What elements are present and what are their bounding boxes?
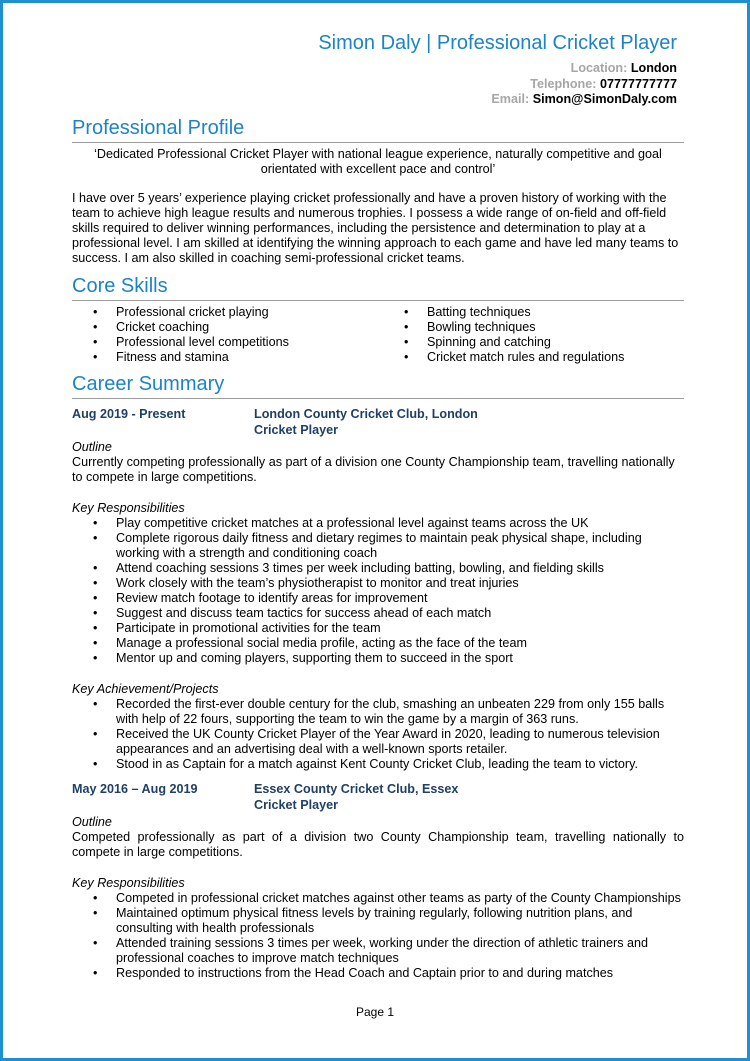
email-label: Email: (491, 92, 530, 106)
achievements-list (72, 697, 684, 772)
telephone-label: Telephone: (530, 76, 597, 91)
skills-column-right (383, 305, 624, 365)
skills-column-left (72, 305, 383, 365)
job-dates: Aug 2019 - Present (72, 407, 186, 421)
responsibilities-label: Key Responsibilities (72, 876, 185, 890)
telephone-line (318, 77, 677, 93)
responsibility-item: • Responded to instructions from the Head Coach and Captain prior to and during matches (93, 966, 684, 981)
profile-paragraph: I have over 5 years’ experience playing cricket professionally and have a proven history of working with the team to achieve high league results and numerous trophies. I possess a wide range of on-field and off-field skills required to deliver winning performances, including the persistence and determination to play at a professional level. I am skilled at identifying the winning approach to each game and have led many teams to success. I am also skilled in coaching semi-professional cricket teams. (72, 191, 679, 265)
responsibilities-label: Key Responsibilities (72, 501, 185, 515)
responsibility-item: • Review match footage to identify areas for improvement (93, 591, 684, 606)
responsibility-item: • Play competitive cricket matches at a professional level against teams across the UK (93, 516, 684, 531)
job-employer-role (254, 782, 458, 813)
outline-label: Outline (72, 440, 112, 454)
cv-header (318, 30, 677, 108)
job-employer-role (254, 407, 478, 438)
skill-item: • Professional cricket playing (93, 305, 383, 320)
skill-item: • Cricket match rules and regulations (404, 350, 624, 365)
candidate-name-title: Simon Daly | Professional Cricket Player (318, 32, 677, 54)
profile-quote: ‘Dedicated Professional Cricket Player with national league experience, naturally competitive and goal orientated with excellent pace and control’ (94, 147, 662, 176)
responsibility-item: • Manage a professional social media profile, acting as the face of the team (93, 636, 684, 651)
responsibility-item: • Mentor up and coming players, supporting them to succeed in the sport (93, 651, 684, 666)
skill-item: • Bowling techniques (404, 320, 624, 335)
page-number: Page 1 (355, 1005, 395, 1019)
responsibility-item: • Participate in promotional activities for the team (93, 621, 684, 636)
job-outline: Competed professionally as part of a division two County Championship team, travelling nationally to compete in large competitions. (72, 830, 684, 859)
job-role: Cricket Player (254, 422, 339, 437)
location-value: London (630, 61, 677, 75)
responsibility-item: • Attend coaching sessions 3 times per week including batting, bowling, and fielding skills (93, 561, 684, 576)
skill-item: • Professional level competitions (93, 335, 383, 350)
responsibility-item: • Maintained optimum physical fitness levels by training regularly, following nutrition plans, and consulting with health professionals (93, 906, 684, 936)
skills-heading: Core Skills (72, 273, 684, 301)
responsibility-item: • Attended training sessions 3 times per week, working under the direction of athletic trainers and professional coaches to improve match techniques (93, 936, 684, 966)
outline-label: Outline (72, 815, 112, 829)
telephone-value: 07777777777 (599, 76, 677, 91)
responsibilities-list (72, 516, 684, 666)
cv-body (72, 115, 684, 981)
job-header (72, 407, 684, 438)
job-role: Cricket Player (254, 797, 339, 812)
profile-heading: Professional Profile (72, 115, 684, 143)
job-dates: May 2016 – Aug 2019 (72, 782, 198, 796)
responsibility-item: • Work closely with the team’s physiotherapist to monitor and treat injuries (93, 576, 684, 591)
skill-item: • Cricket coaching (93, 320, 383, 335)
skills-list (72, 305, 684, 365)
achievement-item: • Stood in as Captain for a match against Kent County Cricket Club, leading the team to victory. (93, 757, 684, 772)
email-line (318, 92, 677, 108)
achievements-label: Key Achievement/Projects (72, 682, 219, 696)
responsibility-item: • Complete rigorous daily fitness and dietary regimes to maintain peak physical shape, including working with a strength and conditioning coach (93, 531, 684, 561)
email-value: Simon@SimonDaly.com (532, 92, 677, 106)
responsibility-item: • Suggest and discuss team tactics for success ahead of each match (93, 606, 684, 621)
job-employer: London County Cricket Club, London (254, 407, 478, 421)
achievement-item: • Received the UK County Cricket Player of the Year Award in 2020, leading to numerous television appearances and an advertising deal with a well-known sports retailer. (93, 727, 684, 757)
job-header (72, 782, 684, 813)
location-label: Location: (570, 61, 628, 75)
responsibility-item: • Competed in professional cricket matches against other teams as party of the County Championships (93, 891, 684, 906)
skill-item: • Spinning and catching (404, 335, 624, 350)
skill-item: • Fitness and stamina (93, 350, 383, 365)
career-heading: Career Summary (72, 371, 684, 399)
achievement-item: • Recorded the first-ever double century for the club, smashing an unbeaten 229 from only 155 balls with help of 22 fours, supporting the team to win the game by a margin of 363 runs. (93, 697, 684, 727)
job-outline: Currently competing professionally as part of a division one County Championship team, travelling nationally to compete in large competitions. (72, 455, 675, 484)
job-employer: Essex County Cricket Club, Essex (254, 782, 459, 796)
responsibilities-list (72, 891, 684, 981)
location-line (318, 61, 677, 77)
skill-item: • Batting techniques (404, 305, 624, 320)
